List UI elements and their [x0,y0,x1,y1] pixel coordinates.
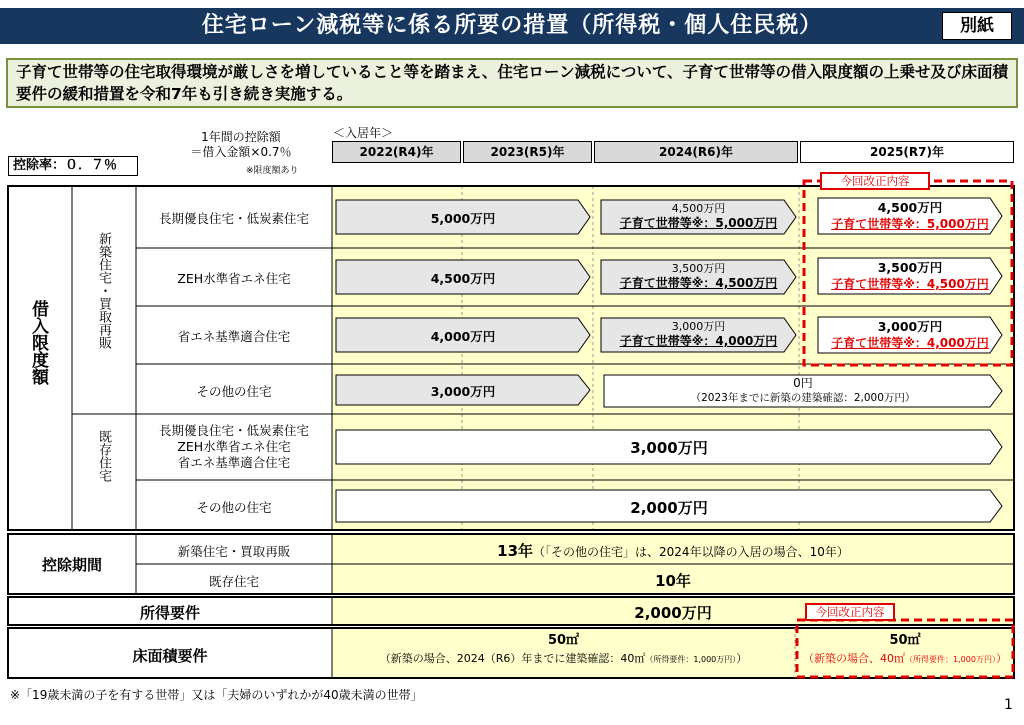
row-header-period: 控除期間 [41,556,102,574]
period-type-new: 新築住宅・買取再販 [177,544,291,559]
type-existing-qualified [136,423,332,471]
existing-qualified-line2: ZEH水準省エネ住宅 [177,439,291,454]
limit-energy-2024-child: 子育て世帯等※：4,000万円 [619,334,778,348]
limit-energy-2025-child: 子育て世帯等※：4,000万円 [831,336,989,350]
limit-other-2024-main: 0円 [793,376,813,390]
limit-energy-2022: 4,000万円 [430,329,496,344]
row-header-limit: 借入限度額 [28,300,48,385]
intro-box: 子育て世帯等の住宅取得環境が厳しさを増していること等を踏まえ、住宅ローン減税について、子育て世帯等の借入限度額の上乗せ及び床面積要件の緩和措置を令和7年も引き続き実施する。 [6,58,1018,108]
floor-main-close: ） [736,652,748,665]
limit-zeh-2025-child: 子育て世帯等※：4,500万円 [831,277,989,291]
page-title: 住宅ローン減税等に係る所要の措置（所得税・個人住民税） [201,13,823,38]
move-in-year-label: ＜入居年＞ [333,126,394,140]
appendix-label: 別紙 [942,12,1012,40]
period-type-existing: 既存住宅 [208,574,259,589]
period-new-years: 13年 [497,542,534,560]
type-energy: 省エネ基準適合住宅 [177,329,291,344]
limit-energy-2024-main: 3,000万円 [671,320,726,333]
limit-energy-2025 [818,319,1002,351]
floor-revision-value [797,632,1013,669]
limit-zeh-2022: 4,500万円 [430,271,496,286]
type-long-life: 長期優良住宅・低炭素住宅 [158,211,309,226]
revision-tag-floor: 今回改正内容 [805,603,895,621]
limit-long-life-2024 [601,201,796,231]
type-other: その他の住宅 [196,384,272,399]
type-zeh: ZEH水準省エネ住宅 [177,271,291,286]
limit-other-2022: 3,000万円 [430,384,496,399]
limit-existing-other: 2,000万円 [630,499,708,517]
limit-long-life-2022: 5,000万円 [430,211,496,226]
floor-rev-note: （新築の場合、40㎡ [803,652,906,665]
existing-qualified-line3: 省エネ基準適合住宅 [177,455,291,470]
floor-main-note: （新築の場合、2024（R6）年までに建築確認：40㎡ [379,652,646,665]
limit-energy-2025-main: 3,000万円 [877,319,943,334]
limit-zeh-2024 [601,261,796,291]
period-new-note: （「その他の住宅」は、2024年以降の入居の場合、10年） [533,545,849,559]
year-header-2025: 2025(R7)年 [800,141,1014,163]
existing-qualified-line1: 長期優良住宅・低炭素住宅 [158,423,309,438]
limit-energy-2024 [601,319,796,349]
floor-rev-close: ） [995,652,1007,665]
floor-main-value: 50㎡ [547,633,580,648]
limit-zeh-2025 [818,260,1002,292]
floor-rev-value: 50㎡ [889,633,921,648]
limit-zeh-2024-main: 3,500万円 [671,262,726,275]
year-header-2023: 2023(R5)年 [463,141,592,163]
page-number: 1 [1004,697,1013,713]
deduction-note-line2: ＝借入金額×0.7％ [190,145,292,159]
limit-existing-qualified: 3,000万円 [630,439,708,457]
limit-long-life-2025 [818,200,1002,232]
floor-main-small: （所得要件：1,000万円） [645,655,737,664]
limit-long-life-2025-child: 子育て世帯等※：5,000万円 [831,217,989,231]
limit-zeh-2025-main: 3,500万円 [877,260,943,275]
income-value: 2,000万円 [634,604,712,622]
limit-long-life-2024-main: 4,500万円 [671,202,726,215]
limit-zeh-2024-child: 子育て世帯等※：4,500万円 [619,276,778,290]
revision-tag-limit: 今回改正内容 [820,172,930,190]
footnote: ※「19歳未満の子を有する世帯」又は「夫婦のいずれかが40歳未満の世帯」 [10,688,423,702]
type-existing-other: その他の住宅 [196,500,272,515]
limit-long-life-2025-main: 4,500万円 [877,200,943,215]
limit-other-2024 [604,376,1002,406]
row-header-new: 新築住宅・買取再販 [96,232,111,349]
deduction-note-limit: ※限度額あり [246,166,299,176]
floor-rev-small: （所得要件：1,000万円） [905,655,996,664]
period-new-value [332,540,1014,561]
floor-value [332,632,795,669]
row-header-floor: 床面積要件 [132,647,208,665]
deduction-rate: 控除率：０．７％ [8,156,138,176]
row-header-existing: 既存住宅 [96,430,111,482]
row-header-income: 所得要件 [139,604,200,622]
limit-long-life-2024-child: 子育て世帯等※：5,000万円 [619,216,778,230]
deduction-note-line1: 1年間の控除額 [201,130,281,144]
year-header-2024: 2024(R6)年 [594,141,798,163]
year-header-2022: 2022(R4)年 [332,141,461,163]
period-existing-value: 10年 [655,572,691,590]
limit-other-2024-note: （2023年までに新築の建築確認：2,000万円） [690,392,916,404]
